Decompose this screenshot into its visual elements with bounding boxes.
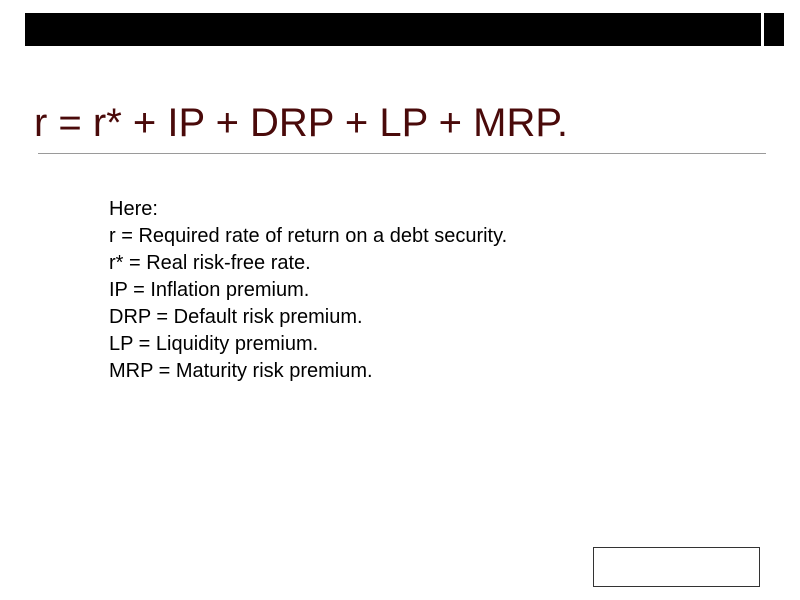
definition-r-star: r* = Real risk-free rate. xyxy=(109,252,311,274)
slide-title: r = r* + IP + DRP + LP + MRP. xyxy=(34,101,568,145)
title-divider xyxy=(38,153,766,154)
definitions-intro: Here: xyxy=(109,198,158,220)
definition-lp: LP = Liquidity premium. xyxy=(109,333,319,355)
definition-r: r = Required rate of return on a debt security. xyxy=(109,225,508,247)
definition-drp: DRP = Default risk premium. xyxy=(109,306,363,328)
definition-ip: IP = Inflation premium. xyxy=(109,279,310,301)
definitions-list xyxy=(109,196,507,385)
top-banner-end-block xyxy=(764,13,784,46)
footer-box xyxy=(593,547,760,587)
top-banner-bar xyxy=(25,13,761,46)
definition-mrp: MRP = Maturity risk premium. xyxy=(109,360,373,382)
